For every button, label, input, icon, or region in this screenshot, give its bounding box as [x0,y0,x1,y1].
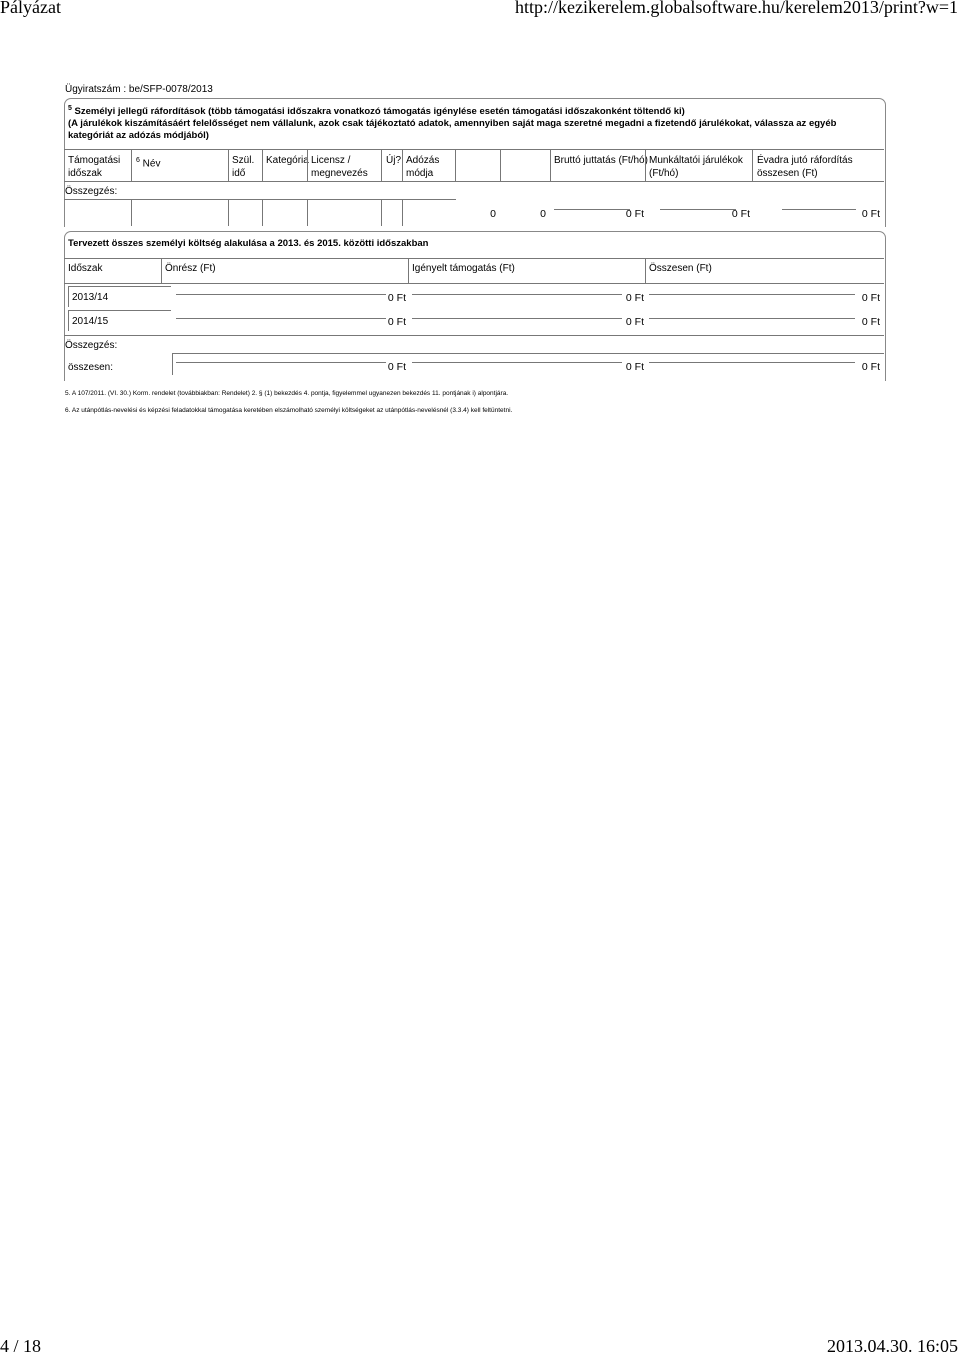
grid-line [176,294,386,295]
summary-category-field[interactable] [262,199,308,226]
grid-line [131,149,132,181]
summary-label: Összegzés: [65,340,118,351]
grid-line [64,199,131,200]
summary-label: Összegzés: [65,186,118,197]
summary-new-field[interactable] [381,199,403,226]
page-header-url: http://kezikerelem.globalsoftware.hu/kerelem2013/print?w=1 [514,0,958,17]
planned-costs-title: Tervezett összes személyi költség alakulása a 2013. és 2015. közötti időszakban [68,238,429,249]
grid-line [752,149,753,181]
document-number: Ügyiratszám : be/SFP-0078/2013 [65,84,213,95]
print-datetime: 2013.04.30. 16:05 [826,1336,958,1356]
total-overall: 0 Ft [861,361,880,373]
row-period: 2014/15 [72,316,109,327]
grid-line [161,258,162,283]
col-support-period: Támogatási időszak [68,155,121,179]
total-requested: 0 Ft [625,361,644,373]
total-own: 0 Ft [387,361,406,373]
grid-line [412,294,622,295]
grid-line [307,149,308,181]
row-requested: 0 Ft [625,316,644,328]
grid-line [412,318,622,319]
grid-line [228,149,229,181]
grid-line [64,181,884,182]
grid-line [402,149,403,181]
footnote-6: 6. Az utánpótlás-nevelési és képzési feladatokkal támogatása keretében elszámolható személyi költségeket az utánpótlás-nevelésnél (3.3.4) kell feltüntetni. [65,407,513,414]
col-license: Licensz / megnevezés [311,155,368,179]
grid-line [262,149,263,181]
row-own: 0 Ft [387,292,406,304]
grid-line [64,149,884,150]
col-own-contribution: Önrész (Ft) [165,263,216,274]
footnote-5: 5. A 107/2011. (VI. 30.) Korm. rendelet (továbbiakban: Rendelet) 2. § (1) bekezdés 4. pontja, figyelemmel ugyanezen bekezdés 11. pontjának i) alpontjára. [65,390,509,397]
grid-line [176,318,386,319]
grid-line [649,318,855,319]
grid-line [649,294,855,295]
summary-season-value: 0 Ft [861,208,880,220]
grid-line [172,353,173,375]
summary-employer-count: 0 [540,208,546,220]
grid-line [645,258,646,283]
col-requested-support: Igényelt támogatás (Ft) [412,263,515,274]
planned-costs-panel [64,231,886,381]
col-birth-date: Szül. idő [232,155,255,179]
col-category: Kategória [266,155,309,166]
summary-birth-field[interactable] [228,199,263,226]
row-total: 0 Ft [861,292,880,304]
grid-line [455,149,456,181]
grid-line [550,149,551,181]
row-own: 0 Ft [387,316,406,328]
summary-gross-count: 0 [490,208,496,220]
row-total: 0 Ft [861,316,880,328]
row-period: 2013/14 [72,292,109,303]
col-gross: Bruttó juttatás (Ft/hó) [554,155,648,166]
personal-costs-title: $^5$ Személyi jellegű ráfordítások (több támogatási időszakra vonatkozó támogatás igénylése esetén támogatási időszakonként töltendő ki) (A járulékok kiszámításáért felelősséget nem vállalunk, azok csak tájékoztató adatok, amennyiben saját maga szeretné megadni a fizetendő járulékokat, válassza az egyéb kategóriát az adózás módjából) [68,105,837,142]
col-tax-method: Adózás módja [406,155,440,179]
footnote-ref-5: 5 [68,105,72,112]
grid-line [381,149,382,181]
col-period: Időszak [68,263,103,274]
page-number: 4 / 18 [0,1336,42,1356]
grid-line [176,362,386,363]
total-label: összesen: [68,362,114,373]
summary-tax-field[interactable] [402,199,456,226]
col-new: Új? [386,155,402,166]
col-season-cost: Évadra jutó ráfordítás összesen (Ft) [757,155,853,179]
grid-line [649,362,855,363]
grid-line [412,362,622,363]
grid-line [500,149,501,181]
col-employer-contrib: Munkáltatói járulékok (Ft/hó) [649,155,743,179]
row-requested: 0 Ft [625,292,644,304]
col-total: Összesen (Ft) [649,263,712,274]
grid-line [64,335,884,336]
col-name: $^6$ Név [136,157,161,170]
summary-gross-value: 0 Ft [625,208,644,220]
summary-employer-value: 0 Ft [731,208,750,220]
grid-line [172,353,884,354]
footnote-ref-6: 6 [136,157,140,164]
grid-line [64,283,884,284]
page-header-title: Pályázat [0,0,61,17]
grid-line [408,258,409,283]
grid-line [64,258,884,259]
grid-line [645,149,646,181]
summary-name-field[interactable] [131,199,229,226]
summary-license-field[interactable] [307,199,382,226]
